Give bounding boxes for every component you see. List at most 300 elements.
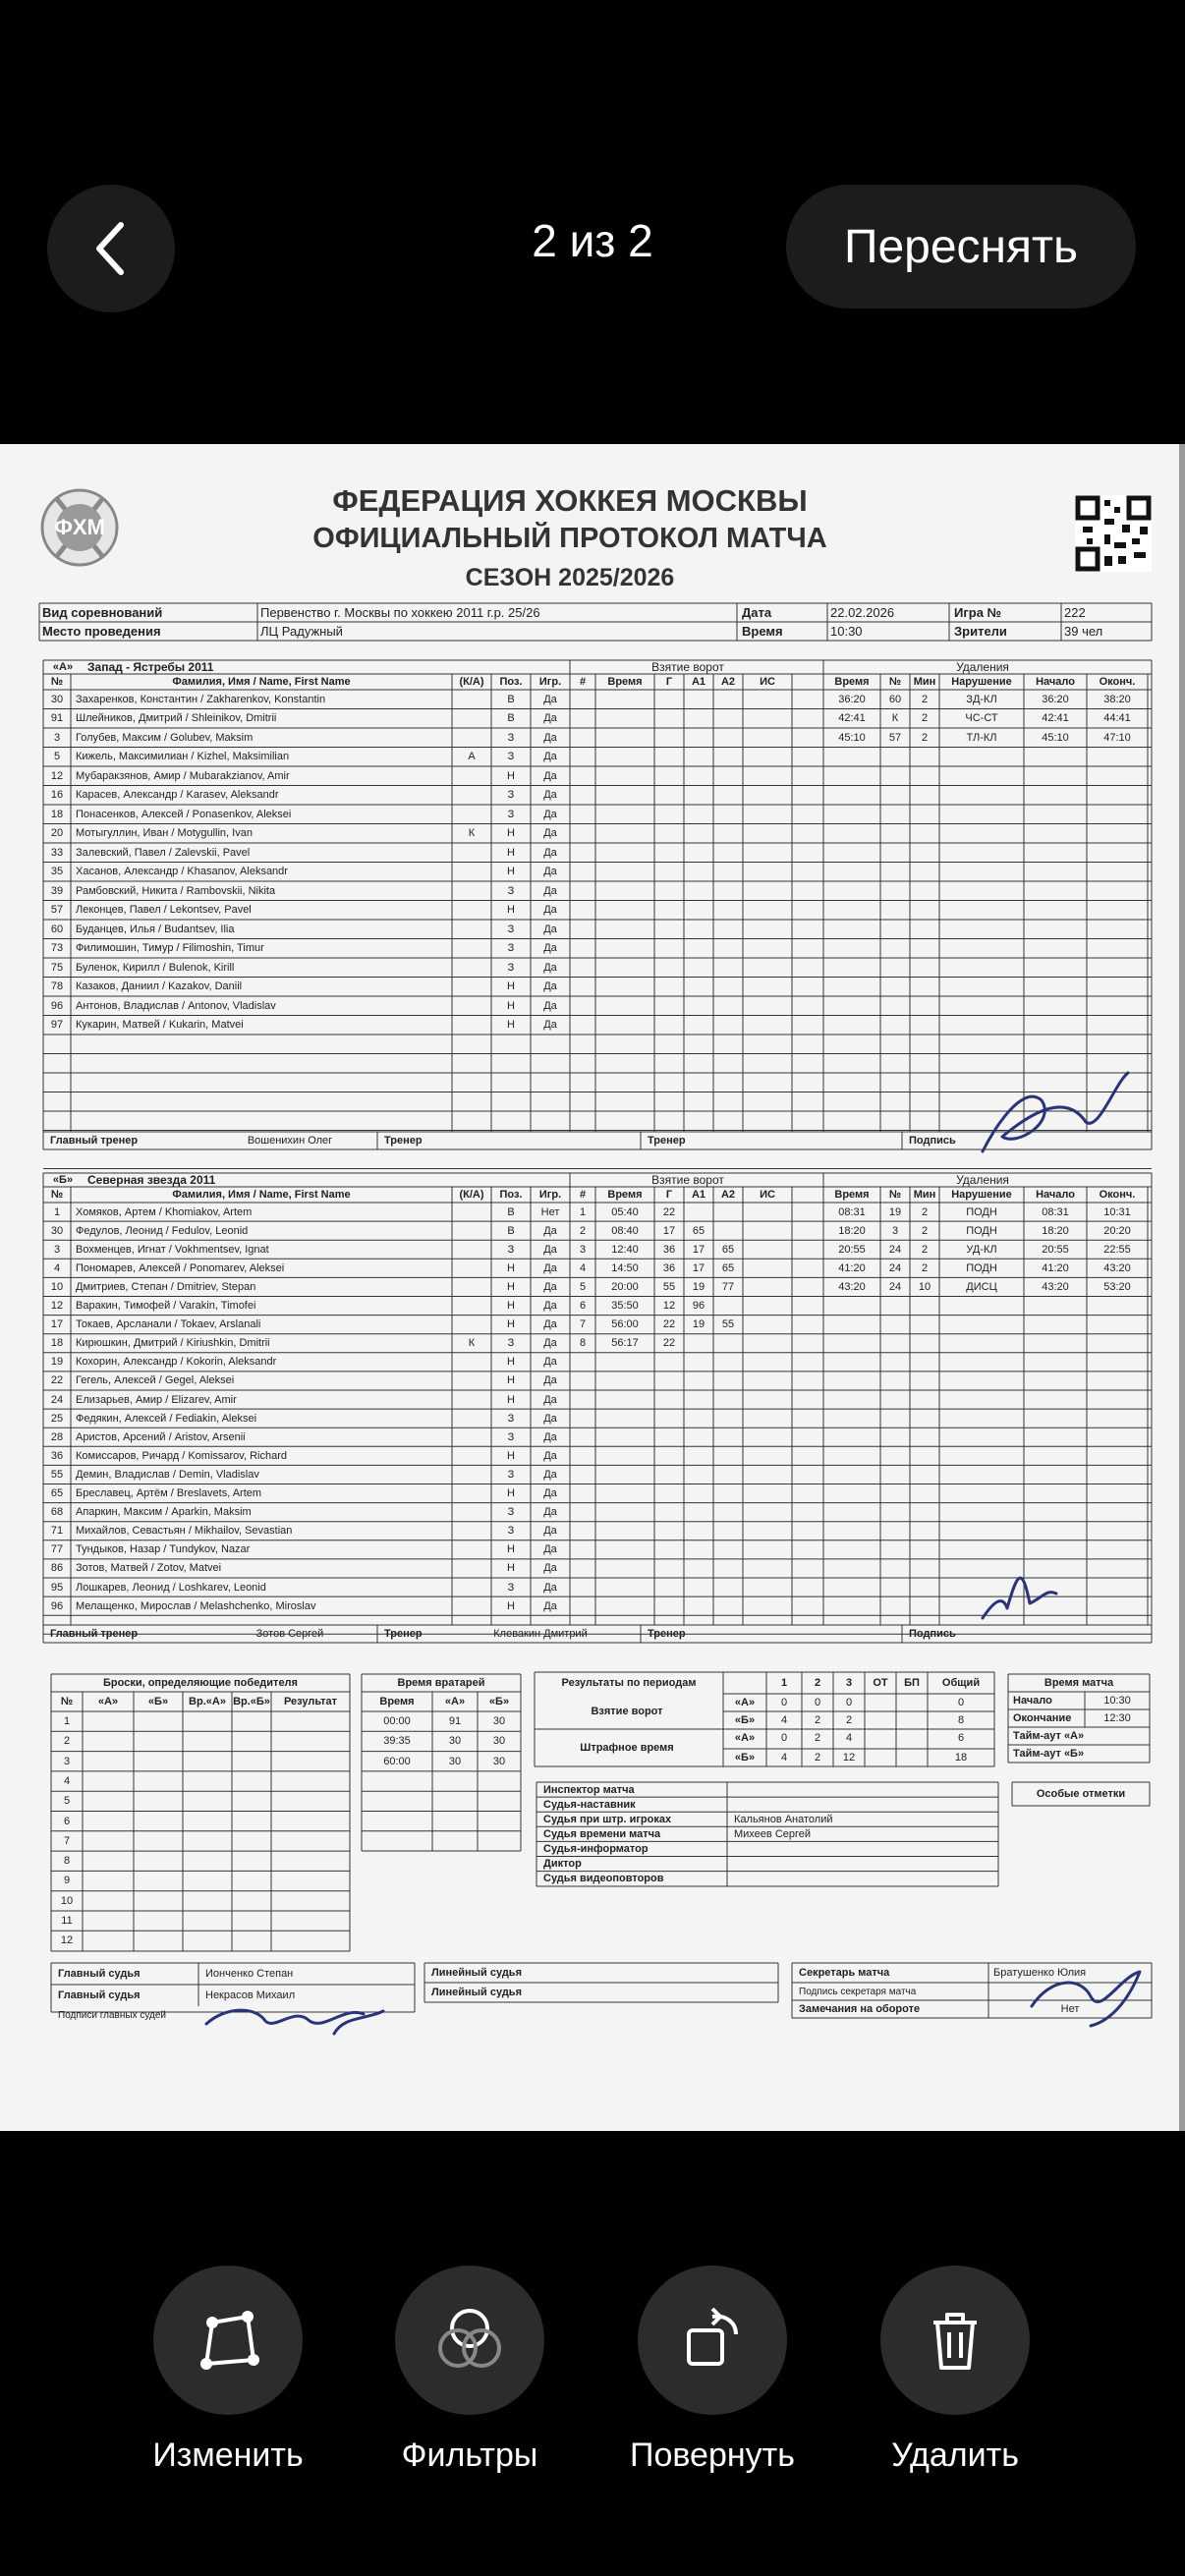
vid-label: Вид соревнований bbox=[42, 605, 163, 620]
shots-row-number: 7 bbox=[63, 1834, 71, 1847]
main-referee-2-name: Некрасов Михаил bbox=[205, 1989, 296, 2001]
teamA-col-g_g: Г bbox=[665, 676, 673, 688]
teamB-player-name: Аристов, Арсений / Aristov, Arsenii bbox=[76, 1430, 246, 1443]
teamA-player-position: З bbox=[507, 923, 515, 935]
teamA-player-position: Н bbox=[507, 980, 515, 993]
shots-row-number: 5 bbox=[63, 1795, 71, 1808]
teamA-player-number: 73 bbox=[50, 942, 64, 955]
teamB-penalty-cell: 3 bbox=[891, 1224, 899, 1237]
teamB-player-position: Н bbox=[507, 1393, 515, 1406]
teamA-coach-label: Главный тренер bbox=[50, 1135, 139, 1147]
teamB-goal-cell: 7 bbox=[579, 1318, 587, 1331]
teamB-col-g_num: # bbox=[579, 1189, 587, 1201]
teamA-col-p_end: Оконч. bbox=[1099, 676, 1136, 688]
teamB-player-number: 65 bbox=[50, 1487, 64, 1500]
teamB-player-name: Елизарьев, Амир / Elizarev, Amir bbox=[76, 1393, 237, 1406]
secretary-label: Секретарь матча bbox=[799, 1967, 890, 1979]
teamB-player-number: 86 bbox=[50, 1562, 64, 1575]
teamB-col-igr: Игр. bbox=[538, 1189, 562, 1201]
teamB-penalty-cell: 43:20 bbox=[838, 1280, 866, 1293]
teamA-player-number: 91 bbox=[50, 712, 64, 725]
teamB-player-name: Федякин, Алексей / Fediakin, Aleksei bbox=[76, 1412, 257, 1425]
periods-cell: 4 bbox=[780, 1752, 788, 1764]
teamA-player-played: Да bbox=[543, 808, 557, 820]
teamB-coach2-name: Клевакин Дмитрий bbox=[493, 1628, 588, 1640]
handwriting-overlay bbox=[0, 444, 1185, 2131]
teamB-col-g_is: ИС bbox=[760, 1189, 775, 1201]
teamA-player-played: Да bbox=[543, 769, 557, 782]
teamA-player-number: 78 bbox=[50, 980, 64, 993]
teamB-col-p_num: № bbox=[888, 1189, 902, 1201]
teamB-player-played: Да bbox=[543, 1525, 557, 1538]
teamA-penalty-cell: ЗД-КЛ bbox=[966, 693, 997, 705]
teamB-player-played: Да bbox=[543, 1430, 557, 1443]
game-label: Игра № bbox=[954, 605, 1002, 620]
official-label: Судья-информатор bbox=[543, 1842, 649, 1855]
teamB-penalty-cell: 53:20 bbox=[1103, 1280, 1131, 1293]
shots-row-number: 10 bbox=[60, 1894, 74, 1907]
teamA-player-played: Да bbox=[543, 731, 557, 744]
filters-button[interactable] bbox=[395, 2266, 544, 2415]
scanned-document[interactable] bbox=[0, 444, 1185, 2131]
teamB-goal-cell: 19 bbox=[692, 1280, 705, 1293]
teamB-col-name: Фамилия, Имя / Name, First Name bbox=[172, 1189, 351, 1201]
teamB-player-played: Да bbox=[543, 1393, 557, 1406]
viewers-label: Зрители bbox=[954, 624, 1007, 639]
secretary-name: Братушенко Юлия bbox=[993, 1967, 1087, 1979]
protocol-title: ОФИЦИАЛЬНЫЙ ПРОТОКОЛ МАТЧА bbox=[312, 523, 827, 554]
main-referee-1-name: Ионченко Степан bbox=[205, 1968, 294, 1980]
teamA-player-number: 60 bbox=[50, 923, 64, 935]
teamB-player-name: Михайлов, Севастьян / Mikhailov, Sevastian bbox=[76, 1525, 293, 1538]
crop-label: Изменить bbox=[152, 2436, 304, 2474]
teamB-penalty-cell: 20:20 bbox=[1103, 1224, 1131, 1237]
teamB-player-number: 1 bbox=[53, 1205, 61, 1218]
teamB-goal-cell: 17 bbox=[692, 1243, 705, 1256]
date-label: Дата bbox=[742, 605, 772, 620]
teamB-player-position: З bbox=[507, 1525, 515, 1538]
teamB-player-number: 25 bbox=[50, 1412, 64, 1425]
team-b-signature bbox=[983, 1578, 1056, 1618]
teamA-player-name: Карасев, Александр / Karasev, Aleksandr bbox=[76, 789, 279, 802]
teamB-player-name: Апаркин, Максим / Aparkin, Maksim bbox=[76, 1506, 252, 1519]
periods-cell: 12 bbox=[842, 1752, 856, 1764]
official-label: Диктор bbox=[543, 1858, 582, 1870]
teamA-penalty-cell: 42:41 bbox=[1042, 712, 1069, 725]
periods-cell: «А» bbox=[734, 1732, 756, 1744]
match-start-label: Начало bbox=[1013, 1695, 1052, 1707]
teamA-player-number: 18 bbox=[50, 808, 64, 820]
teamA-player-played: Да bbox=[543, 789, 557, 802]
teamB-penalty-cell: 24 bbox=[888, 1261, 902, 1274]
back-button[interactable] bbox=[47, 185, 175, 312]
shots-row-number: 3 bbox=[63, 1755, 71, 1767]
teamB-goal-cell: 8 bbox=[579, 1337, 587, 1350]
teamA-player-name: Мотыгуллин, Иван / Motygullin, Ivan bbox=[76, 827, 253, 840]
teamB-goal-cell: 12:40 bbox=[611, 1243, 639, 1256]
teamB-col-p_end: Оконч. bbox=[1099, 1189, 1136, 1201]
teamB-goal-cell: 22 bbox=[662, 1318, 676, 1331]
teamB-penalty-cell: 2 bbox=[921, 1224, 929, 1237]
timeout-a-label: Тайм-аут «А» bbox=[1013, 1730, 1085, 1742]
teamB-col-p_min: Мин bbox=[913, 1189, 936, 1201]
periods-col: Общий bbox=[941, 1677, 981, 1689]
teamB-penalty-cell: 2 bbox=[921, 1205, 929, 1218]
teamB-player-played: Да bbox=[543, 1356, 557, 1369]
teamB-coach-label: Главный тренер bbox=[50, 1628, 139, 1640]
teamB-col-p_start: Начало bbox=[1036, 1189, 1075, 1201]
official-label: Судья-наставник bbox=[543, 1798, 636, 1811]
periods-col: БП bbox=[904, 1677, 920, 1689]
teamA-player-number: 12 bbox=[50, 769, 64, 782]
teamA-penalty-cell: 42:41 bbox=[838, 712, 866, 725]
teamA-player-name: Хасанов, Александр / Khasanov, Aleksandr bbox=[76, 866, 288, 878]
teamB-player-position: Н bbox=[507, 1280, 515, 1293]
retake-button[interactable]: Переснять bbox=[786, 185, 1136, 308]
periods-cell: 0 bbox=[957, 1697, 965, 1708]
teamB-player-name: Гегель, Алексей / Gegel, Aleksei bbox=[76, 1374, 235, 1387]
teamB-letter: «Б» bbox=[52, 1174, 74, 1186]
teamA-player-number: 3 bbox=[53, 731, 61, 744]
teamA-penalty-cell: 60 bbox=[888, 693, 902, 705]
teamB-player-name: Хомяков, Артем / Khomiakov, Artem bbox=[76, 1205, 253, 1218]
teamB-goal-cell: 65 bbox=[721, 1243, 735, 1256]
teamB-goal-cell: 14:50 bbox=[611, 1261, 639, 1274]
periods-cell: 0 bbox=[814, 1697, 821, 1708]
official-label: Судья видеоповторов bbox=[543, 1873, 664, 1885]
teamA-player-played: Да bbox=[543, 999, 557, 1012]
teamB-player-position: З bbox=[507, 1243, 515, 1256]
teamB-player-played: Да bbox=[543, 1261, 557, 1274]
teamA-coach2-label: Тренер bbox=[384, 1135, 423, 1147]
teamA-player-number: 39 bbox=[50, 884, 64, 897]
teamB-player-number: 28 bbox=[50, 1430, 64, 1443]
teamB-player-name: Демин, Владислав / Demin, Vladislav bbox=[76, 1468, 259, 1481]
teamB-goal-cell: 36 bbox=[662, 1243, 676, 1256]
teamA-penalty-cell: 2 bbox=[921, 731, 929, 744]
vid-value: Первенство г. Москвы по хоккею 2011 г.р. 25/26 bbox=[260, 605, 540, 620]
teamB-player-played: Да bbox=[543, 1581, 557, 1594]
periods-cell: 4 bbox=[845, 1732, 853, 1744]
teamA-letter: «А» bbox=[52, 661, 74, 673]
teamB-player-played: Да bbox=[543, 1543, 557, 1556]
teamB-player-number: 30 bbox=[50, 1224, 64, 1237]
crop-button[interactable] bbox=[153, 2266, 303, 2415]
periods-cell: 0 bbox=[780, 1697, 788, 1708]
teamA-col-g_is: ИС bbox=[760, 676, 775, 688]
teamA-player-position: З bbox=[507, 884, 515, 897]
shots-row-number: 2 bbox=[63, 1735, 71, 1748]
periods-cell: 0 bbox=[780, 1732, 788, 1744]
teamB-player-name: Кохорин, Александр / Kokorin, Aleksandr bbox=[76, 1356, 277, 1369]
shots-row-number: 6 bbox=[63, 1815, 71, 1827]
periods-goals-label: Взятие ворот bbox=[591, 1706, 663, 1717]
teamB-player-number: 19 bbox=[50, 1356, 64, 1369]
rotate-button[interactable] bbox=[638, 2266, 787, 2415]
teamB-penalty-cell: ПОДН bbox=[966, 1261, 997, 1274]
teamB-goal-cell: 17 bbox=[692, 1261, 705, 1274]
teamA-player-played: Да bbox=[543, 693, 557, 705]
teamA-player-position: З bbox=[507, 808, 515, 820]
teamB-player-number: 12 bbox=[50, 1300, 64, 1313]
teamB-player-played: Да bbox=[543, 1412, 557, 1425]
periods-cell: «Б» bbox=[734, 1752, 756, 1764]
teamB-player-position: Н bbox=[507, 1300, 515, 1313]
teamA-player-number: 33 bbox=[50, 846, 64, 859]
teamA-player-name: Буленок, Кирилл / Bulenok, Kirill bbox=[76, 961, 235, 974]
teamA-player-played: Да bbox=[543, 712, 557, 725]
teamA-player-name: Понасенков, Алексей / Ponasenkov, Aleksei bbox=[76, 808, 292, 820]
date-value: 22.02.2026 bbox=[830, 605, 895, 620]
teamA-player-name: Залевский, Павел / Zalevskii, Pavel bbox=[76, 846, 251, 859]
teamA-penalty-cell: 2 bbox=[921, 693, 929, 705]
teamB-penalty-cell: 2 bbox=[921, 1243, 929, 1256]
teamA-player-played: Да bbox=[543, 961, 557, 974]
teamA-penalty-cell: 36:20 bbox=[838, 693, 866, 705]
teamA-player-name: Мубаракзянов, Амир / Mubarakzianov, Amir bbox=[76, 769, 290, 782]
team-a-signature bbox=[983, 1073, 1128, 1151]
teamB-col-g_time: Время bbox=[607, 1189, 643, 1201]
shots-col: № bbox=[60, 1696, 74, 1708]
teamB-penalty-cell: 20:55 bbox=[838, 1243, 866, 1256]
teamB-player-played: Да bbox=[543, 1337, 557, 1350]
teamB-player-position: Н bbox=[507, 1487, 515, 1500]
teamA-player-played: Да bbox=[543, 980, 557, 993]
teamB-player-position: З bbox=[507, 1412, 515, 1425]
teamB-player-number: 77 bbox=[50, 1543, 64, 1556]
official-label: Инспектор матча bbox=[543, 1783, 635, 1796]
teamB-player-played: Да bbox=[543, 1224, 557, 1237]
teamA-player-name: Леконцев, Павел / Lekontsev, Pavel bbox=[76, 904, 252, 917]
teamB-goal-cell: 77 bbox=[721, 1280, 735, 1293]
teamA-penalty-cell: 45:10 bbox=[838, 731, 866, 744]
teamB-col-g_g: Г bbox=[665, 1189, 673, 1201]
teamA-player-name: Буданцев, Илья / Budantsev, Ilia bbox=[76, 923, 235, 935]
teamB-penalty-cell: 20:55 bbox=[1042, 1243, 1069, 1256]
teamA-col-p_start: Начало bbox=[1036, 676, 1075, 688]
teamB-player-name: Вохменцев, Игнат / Vokhmentsev, Ignat bbox=[76, 1243, 269, 1256]
teamA-player-position: Н bbox=[507, 846, 515, 859]
teamA-col-name: Фамилия, Имя / Name, First Name bbox=[172, 676, 351, 688]
teamA-player-position: Н bbox=[507, 769, 515, 782]
teamB-player-name: Пономарев, Алексей / Ponomarev, Aleksei bbox=[76, 1261, 285, 1274]
shots-row-number: 12 bbox=[60, 1934, 74, 1947]
teamB-goal-cell: 22 bbox=[662, 1205, 676, 1218]
viewers-value: 39 чел bbox=[1064, 624, 1103, 639]
teamB-player-position: Н bbox=[507, 1261, 515, 1274]
teamA-col-g_a1: А1 bbox=[691, 676, 706, 688]
shots-col: Вр.«А» bbox=[189, 1696, 226, 1708]
teamB-col-num: № bbox=[50, 1189, 64, 1201]
goalie-title: Время вратарей bbox=[397, 1677, 485, 1689]
teamB-col-pos: Поз. bbox=[499, 1189, 523, 1201]
match-end-value: 12:30 bbox=[1103, 1712, 1131, 1724]
periods-cell: «Б» bbox=[734, 1714, 756, 1726]
teamB-player-played: Да bbox=[543, 1243, 557, 1256]
time-label: Время bbox=[742, 624, 783, 639]
teamA-player-number: 35 bbox=[50, 866, 64, 878]
teamB-goal-cell: 96 bbox=[692, 1300, 705, 1313]
teamA-player-position: В bbox=[507, 712, 515, 725]
teamB-player-played: Да bbox=[543, 1318, 557, 1331]
teamA-player-name: Кижель, Максимилиан / Kizhel, Maksimilian bbox=[76, 751, 290, 763]
teamB-penalty-cell: 43:20 bbox=[1103, 1261, 1131, 1274]
goalie-cell: 30 bbox=[492, 1735, 506, 1748]
official-label: Судья времени матча bbox=[543, 1827, 661, 1840]
official-value: Михеев Сергей bbox=[734, 1827, 812, 1840]
teamB-player-played: Да bbox=[543, 1506, 557, 1519]
match-end-label: Окончание bbox=[1013, 1712, 1072, 1724]
teamB-player-position: В bbox=[507, 1224, 515, 1237]
teamA-team-name: Запад - Ястребы 2011 bbox=[87, 660, 214, 674]
teamB-player-position: Н bbox=[507, 1356, 515, 1369]
teamB-goal-cell: 12 bbox=[662, 1300, 676, 1313]
teamB-player-name: Дмитриев, Степан / Dmitriev, Stepan bbox=[76, 1280, 256, 1293]
teamB-penalty-cell: УД-КЛ bbox=[966, 1243, 997, 1256]
teamB-player-position: Н bbox=[507, 1374, 515, 1387]
goalie-cell: 60:00 bbox=[383, 1755, 411, 1767]
teamB-penalty-cell: 18:20 bbox=[1042, 1224, 1069, 1237]
teamA-col-g_num: # bbox=[579, 676, 587, 688]
line-referee-1-label: Линейный судья bbox=[431, 1967, 522, 1979]
teamB-player-name: Бреславец, Артём / Breslavets, Artem bbox=[76, 1487, 262, 1500]
teamA-player-played: Да bbox=[543, 884, 557, 897]
teamB-player-name: Лошкарев, Леонид / Loshkarev, Leonid bbox=[76, 1581, 266, 1594]
teamB-goal-cell: 3 bbox=[579, 1243, 587, 1256]
teamB-penalty-cell: 10 bbox=[918, 1280, 931, 1293]
shots-col: «А» bbox=[97, 1696, 119, 1708]
season-title: СЕЗОН 2025/2026 bbox=[465, 564, 675, 591]
teamA-player-position: Н bbox=[507, 1019, 515, 1032]
logo-text: ФХМ bbox=[54, 515, 105, 539]
main-referee-1-label: Главный судья bbox=[58, 1968, 141, 1980]
teamB-player-played: Да bbox=[543, 1300, 557, 1313]
teamA-player-name: Кукарин, Матвей / Kukarin, Matvei bbox=[76, 1019, 244, 1032]
chevron-left-icon bbox=[91, 219, 131, 278]
periods-cell: 6 bbox=[957, 1732, 965, 1744]
secretary-sign-label: Подпись секретаря матча bbox=[799, 1986, 917, 1997]
teamB-goal-cell: 55 bbox=[721, 1318, 735, 1331]
shots-row-number: 4 bbox=[63, 1774, 71, 1787]
teamA-penalty-cell: ЧС-СТ bbox=[965, 712, 998, 725]
teamA-penalty-cell: 2 bbox=[921, 712, 929, 725]
referees-sign-label: Подписи главных судей bbox=[58, 2009, 167, 2021]
periods-cell: 2 bbox=[845, 1714, 853, 1726]
teamA-player-played: Да bbox=[543, 751, 557, 763]
teamB-goal-cell: 08:40 bbox=[611, 1224, 639, 1237]
teamA-player-number: 30 bbox=[50, 693, 64, 705]
teamB-player-number: 22 bbox=[50, 1374, 64, 1387]
shots-row-number: 8 bbox=[63, 1855, 71, 1868]
teamB-player-position: З bbox=[507, 1581, 515, 1594]
teamB-goal-cell: 65 bbox=[721, 1261, 735, 1274]
teamB-player-number: 95 bbox=[50, 1581, 64, 1594]
goalie-cell: 30 bbox=[492, 1755, 506, 1767]
teamB-col-p_nar: Нарушение bbox=[951, 1189, 1012, 1201]
delete-button[interactable] bbox=[880, 2266, 1030, 2415]
teamB-player-number: 55 bbox=[50, 1468, 64, 1481]
teamA-col-p_num: № bbox=[888, 676, 902, 688]
teamB-player-name: Зотов, Матвей / Zotov, Matvei bbox=[76, 1562, 222, 1575]
teamA-player-position: З bbox=[507, 731, 515, 744]
teamA-penalty-cell: К bbox=[891, 712, 899, 725]
teamB-player-name: Варакин, Тимофей / Varakin, Timofei bbox=[76, 1300, 256, 1313]
teamA-player-played: Да bbox=[543, 866, 557, 878]
teamB-penalty-cell: 10:31 bbox=[1103, 1205, 1131, 1218]
teamB-penalty-cell: 2 bbox=[921, 1261, 929, 1274]
teamB-penalty-cell: ДИСЦ bbox=[966, 1280, 997, 1293]
teamB-penalty-cell: 41:20 bbox=[1042, 1261, 1069, 1274]
teamA-col-igr: Игр. bbox=[538, 676, 562, 688]
teamB-goal-cell: 6 bbox=[579, 1300, 587, 1313]
teamB-player-number: 10 bbox=[50, 1280, 64, 1293]
teamB-player-played: Нет bbox=[540, 1205, 560, 1218]
teamB-player-position: В bbox=[507, 1205, 515, 1218]
teamB-player-position: Н bbox=[507, 1543, 515, 1556]
teamB-player-position: З bbox=[507, 1430, 515, 1443]
teamA-player-number: 57 bbox=[50, 904, 64, 917]
teamA-player-name: Рамбовский, Никита / Rambovskii, Nikita bbox=[76, 884, 276, 897]
teamB-coach3-label: Тренер bbox=[648, 1628, 686, 1640]
teamA-player-name: Казаков, Даниил / Kazakov, Daniil bbox=[76, 980, 243, 993]
teamB-player-name: Токаев, Арсланали / Tokaev, Arslanali bbox=[76, 1318, 261, 1331]
teamB-goal-cell: 05:40 bbox=[611, 1205, 639, 1218]
teamB-player-number: 36 bbox=[50, 1449, 64, 1462]
teamB-player-played: Да bbox=[543, 1449, 557, 1462]
notes-label: Замечания на обороте bbox=[799, 2003, 921, 2015]
teamA-player-name: Антонов, Владислав / Antonov, Vladislav bbox=[76, 999, 276, 1012]
teamA-player-name: Филимошин, Тимур / Filimoshin, Timur bbox=[76, 942, 264, 955]
teamA-col-pos: Поз. bbox=[499, 676, 523, 688]
teamB-coach-name: Зотов Сергей bbox=[255, 1628, 324, 1640]
goalie-cell: 30 bbox=[448, 1755, 462, 1767]
teamB-goal-cell: 56:17 bbox=[611, 1337, 639, 1350]
teamB-col-g_a2: А2 bbox=[720, 1189, 736, 1201]
teamB-player-number: 96 bbox=[50, 1599, 64, 1612]
periods-cell: 2 bbox=[814, 1714, 821, 1726]
teamB-player-position: Н bbox=[507, 1449, 515, 1462]
teamA-col-p_time: Время bbox=[834, 676, 870, 688]
teamA-sign-label: Подпись bbox=[909, 1135, 956, 1147]
teamB-player-played: Да bbox=[543, 1374, 557, 1387]
goalie-col: «А» bbox=[444, 1696, 466, 1708]
teamB-player-number: 71 bbox=[50, 1525, 64, 1538]
teamA-player-number: 96 bbox=[50, 999, 64, 1012]
periods-cell: 2 bbox=[814, 1752, 821, 1764]
teamB-player-name: Кирюшкин, Дмитрий / Kiriushkin, Dmitrii bbox=[76, 1337, 270, 1350]
teamB-goals-title: Взятие ворот bbox=[651, 1173, 724, 1187]
teamB-penalty-cell: 24 bbox=[888, 1243, 902, 1256]
teamB-goal-cell: 4 bbox=[579, 1261, 587, 1274]
goalie-cell: 30 bbox=[448, 1735, 462, 1748]
goalie-cell: 91 bbox=[448, 1715, 462, 1727]
teamB-player-played: Да bbox=[543, 1562, 557, 1575]
teamB-goal-cell: 17 bbox=[662, 1224, 676, 1237]
teamA-coach3-label: Тренер bbox=[648, 1135, 686, 1147]
teamB-col-g_a1: А1 bbox=[691, 1189, 706, 1201]
teamB-player-position: Н bbox=[507, 1599, 515, 1612]
teamB-col-p_time: Время bbox=[834, 1189, 870, 1201]
teamA-player-position: З bbox=[507, 961, 515, 974]
shots-col: Вр.«Б» bbox=[233, 1696, 270, 1708]
teamB-player-position: Н bbox=[507, 1318, 515, 1331]
official-value: Кальянов Анатолий bbox=[734, 1813, 833, 1825]
teamA-player-played: Да bbox=[543, 942, 557, 955]
periods-pen-label: Штрафное время bbox=[580, 1742, 674, 1754]
teamB-goal-cell: 1 bbox=[579, 1205, 587, 1218]
time-value: 10:30 bbox=[830, 624, 863, 639]
shots-row-number: 1 bbox=[63, 1715, 71, 1727]
